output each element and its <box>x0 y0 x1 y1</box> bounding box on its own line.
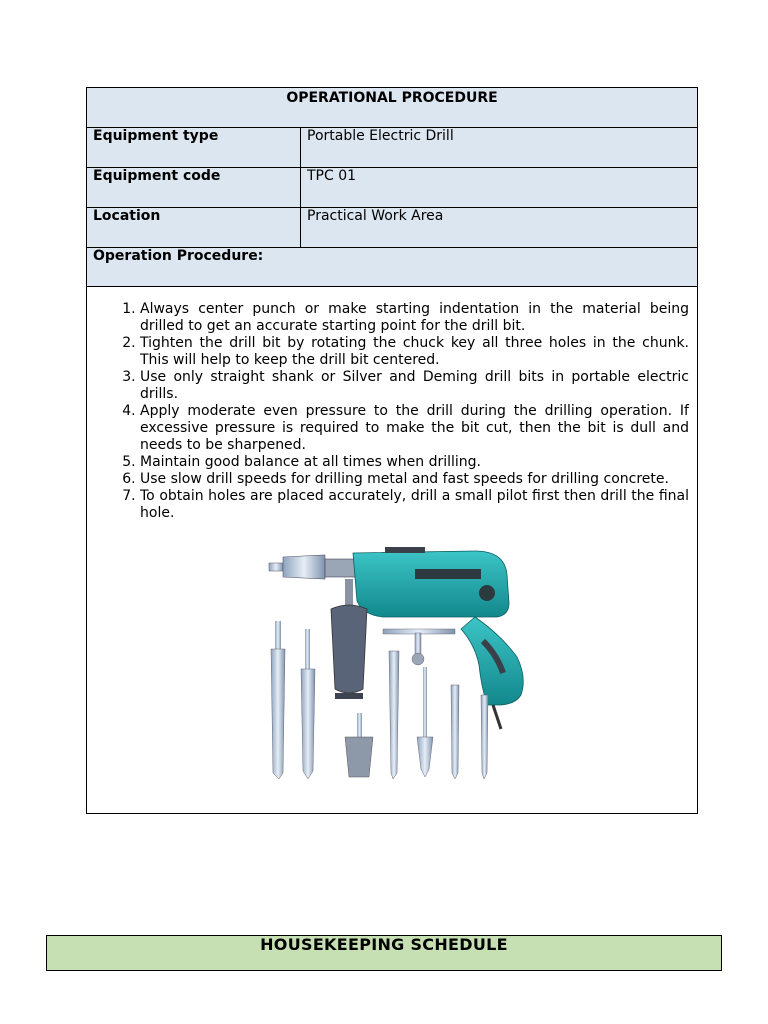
location-value: Practical Work Area <box>301 208 698 248</box>
procedure-step: 5. Maintain good balance at all times when drilling. <box>140 454 689 471</box>
procedure-title: OPERATIONAL PROCEDURE <box>87 88 698 128</box>
procedure-steps-list <box>140 301 689 522</box>
operation-procedure-label: Operation Procedure: <box>87 248 698 287</box>
equipment-code-value: TPC 01 <box>301 168 698 208</box>
housekeeping-schedule-header: HOUSEKEEPING SCHEDULE <box>46 935 722 971</box>
drill-body <box>353 547 523 729</box>
procedure-body <box>87 287 698 814</box>
equipment-type-value: Portable Electric Drill <box>301 128 698 168</box>
procedure-step: 4. Apply moderate even pressure to the drill during the drilling operation. If excessive pressure is required to make the bit cut, then the bit is dull and needs to be sharpened. <box>140 403 689 454</box>
equipment-code-label: Equipment code <box>87 168 301 208</box>
drill-chuck <box>269 555 355 579</box>
drill-illustration <box>265 545 545 783</box>
operational-procedure-table <box>86 87 698 814</box>
procedure-step: 6. Use slow drill speeds for drilling metal and fast speeds for drilling concrete. <box>140 471 689 488</box>
procedure-step: 1. Always center punch or make starting indentation in the material being drilled to get an accurate starting point for the drill bit. <box>140 301 689 335</box>
procedure-step: 7. To obtain holes are placed accurately, drill a small pilot first then drill the final hole. <box>140 488 689 522</box>
drill-and-bits-image <box>265 545 545 783</box>
location-label: Location <box>87 208 301 248</box>
procedure-step: 3. Use only straight shank or Silver and Deming drill bits in portable electric drills. <box>140 369 689 403</box>
drill-bits <box>271 621 488 779</box>
procedure-step: 2. Tighten the drill bit by rotating the chuck key all three holes in the chunk. This will help to keep the drill bit centered. <box>140 335 689 369</box>
equipment-type-label: Equipment type <box>87 128 301 168</box>
